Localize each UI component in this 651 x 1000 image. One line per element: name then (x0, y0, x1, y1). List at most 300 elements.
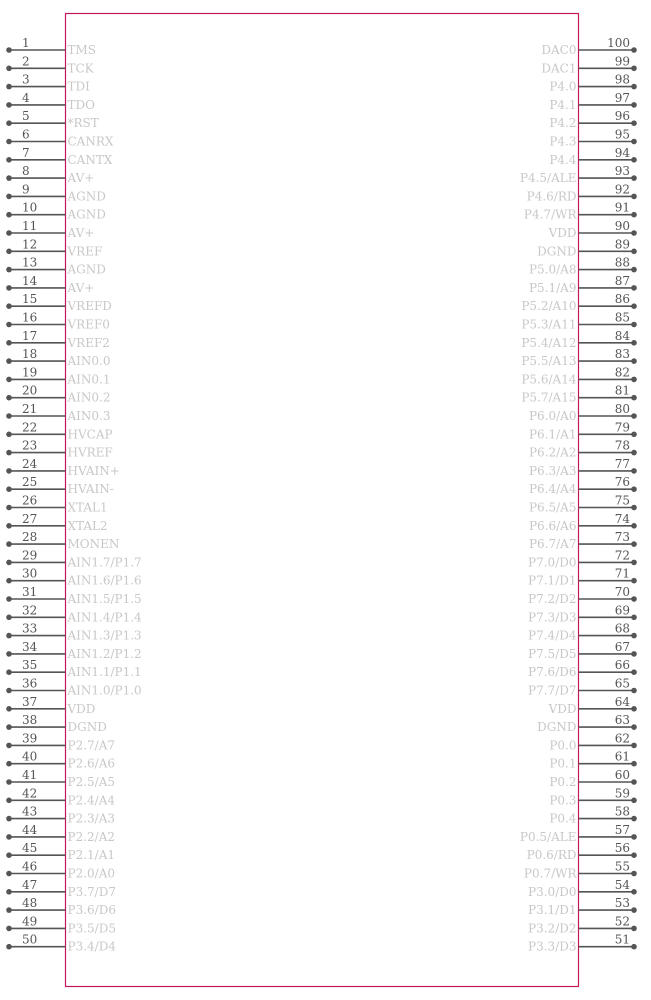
pin-terminal-dot (6, 560, 12, 566)
pin-number: 25 (22, 475, 38, 490)
pin-terminal-dot (6, 47, 12, 53)
pin-terminal-dot (6, 596, 12, 602)
pin-name: VREFD (67, 299, 112, 314)
pin-name: HVREF (67, 445, 113, 460)
pin-terminal-dot (6, 871, 12, 877)
pin-number: 89 (614, 237, 630, 252)
pin-number: 24 (22, 456, 38, 471)
pin-name: P6.4/A4 (528, 482, 577, 497)
pin-number: 21 (22, 402, 38, 416)
pin-terminal-dot (631, 66, 637, 72)
pin-name: DAC1 (541, 61, 577, 76)
pin-number: 76 (614, 475, 630, 490)
pin-name: VDD (67, 701, 96, 716)
pin-number: 16 (22, 310, 38, 325)
pin-8 (6, 164, 94, 185)
pin-number: 58 (614, 804, 630, 819)
pin-name: P4.4 (549, 152, 577, 167)
pin-number: 15 (22, 292, 38, 307)
pin-number: 5 (22, 109, 30, 124)
pin-name: P2.1/A1 (67, 848, 116, 863)
pin-terminal-dot (631, 907, 637, 913)
pin-number: 44 (22, 822, 38, 837)
pin-number: 53 (614, 896, 630, 911)
pin-number: 50 (22, 932, 38, 947)
pin-name: VREF (67, 244, 103, 259)
pin-number: 84 (614, 328, 630, 343)
pin-number: 79 (614, 420, 630, 435)
pin-name: P4.0 (549, 79, 577, 94)
pin-name: AV+ (67, 226, 95, 240)
pin-number: 31 (22, 585, 38, 599)
pin-name: HVCAP (67, 427, 113, 442)
pin-number: 38 (22, 713, 38, 728)
pin-name: P6.0/A0 (528, 409, 577, 423)
pin-name: AIN1.7/P1.7 (67, 555, 142, 570)
pin-number: 33 (22, 621, 38, 636)
pin-name: AIN0.3 (67, 409, 111, 423)
pin-number: 74 (614, 511, 630, 526)
pin-name: P7.1/D1 (528, 573, 577, 588)
pin-number: 65 (614, 676, 630, 691)
pin-name: P0.3 (549, 793, 577, 808)
pin-50 (6, 933, 116, 954)
pin-number: 27 (22, 511, 38, 526)
pin-11 (6, 219, 94, 240)
pin-number: 14 (22, 273, 38, 288)
pin-terminal-dot (631, 249, 637, 255)
pin-terminal-dot (6, 340, 12, 346)
pin-name: P6.5/A5 (528, 500, 577, 515)
pin-terminal-dot (631, 724, 637, 730)
pin-number: 51 (614, 932, 630, 947)
pin-number: 57 (614, 822, 630, 837)
pin-number: 94 (614, 145, 630, 160)
pin-number: 42 (22, 786, 38, 801)
pin-name: DGND (537, 720, 577, 735)
pin-name: P5.3/A11 (521, 317, 577, 332)
pin-terminal-dot (6, 468, 12, 474)
pin-number: 30 (22, 566, 38, 581)
pin-name: VDD (548, 226, 577, 240)
pin-terminal-dot (6, 724, 12, 730)
pin-terminal-dot (6, 669, 12, 675)
pin-name: XTAL1 (67, 500, 108, 515)
pin-terminal-dot (6, 450, 12, 456)
pin-number: 46 (22, 859, 38, 874)
pin-name: P5.6/A14 (521, 372, 577, 387)
pin-terminal-dot (631, 852, 637, 858)
pin-number: 88 (614, 255, 630, 270)
pin-terminal-dot (6, 852, 12, 858)
pin-name: VREF0 (67, 317, 110, 332)
pin-terminal-dot (6, 377, 12, 383)
pin-number: 29 (22, 548, 38, 563)
pin-terminal-dot (631, 340, 637, 346)
pin-number: 48 (22, 896, 38, 911)
pin-terminal-dot (6, 779, 12, 785)
pin-terminal-dot (631, 212, 637, 218)
pin-name: AV+ (67, 171, 95, 186)
pin-number: 22 (22, 420, 38, 435)
pin-terminal-dot (631, 541, 637, 547)
pin-terminal-dot (631, 432, 637, 438)
pin-terminal-dot (631, 688, 637, 694)
pin-terminal-dot (6, 761, 12, 767)
pin-number: 9 (22, 182, 30, 197)
pin-number: 85 (614, 310, 630, 325)
pin-terminal-dot (631, 669, 637, 675)
pin-terminal-dot (6, 322, 12, 328)
pin-number: 45 (22, 841, 38, 856)
pin-terminal-dot (6, 139, 12, 145)
pin-number: 71 (614, 566, 630, 581)
pin-name: P7.3/D3 (528, 610, 577, 625)
pin-name: P7.2/D2 (528, 592, 577, 606)
pin-number: 37 (22, 694, 38, 709)
pin-number: 78 (614, 438, 630, 453)
pin-name: P0.7/WR (523, 866, 577, 881)
pin-terminal-dot (6, 834, 12, 840)
pin-terminal-dot (631, 596, 637, 602)
pin-name: P3.0/D0 (528, 884, 577, 899)
pin-terminal-dot (6, 84, 12, 90)
pin-name: P0.1 (549, 756, 577, 771)
pin-terminal-dot (631, 120, 637, 126)
pin-name: P7.0/D0 (528, 555, 577, 570)
pin-number: 68 (614, 621, 630, 636)
pin-1 (6, 36, 96, 57)
pin-number: 6 (22, 127, 30, 142)
pin-name: DAC0 (541, 43, 577, 57)
pin-name: AIN1.1/P1.1 (67, 665, 142, 680)
pin-name: AIN1.2/P1.2 (67, 646, 142, 661)
pin-number: 13 (22, 255, 38, 270)
pin-name: XTAL2 (67, 518, 108, 533)
pin-name: P5.1/A9 (528, 280, 577, 295)
pin-name: P6.1/A1 (528, 427, 577, 442)
pin-terminal-dot (6, 230, 12, 236)
pin-terminal-dot (631, 395, 637, 401)
pin-number: 99 (614, 54, 630, 69)
pin-name: TMS (67, 43, 97, 57)
pin-terminal-dot (631, 743, 637, 749)
ic-body-outline (66, 14, 579, 987)
pin-number: 92 (614, 182, 630, 197)
left-pin-group (6, 36, 142, 954)
pin-terminal-dot (6, 633, 12, 639)
pin-number: 39 (22, 731, 38, 746)
pin-number: 28 (22, 530, 38, 545)
pin-number: 67 (614, 639, 630, 654)
pin-terminal-dot (631, 486, 637, 492)
pin-name: P6.2/A2 (528, 445, 577, 460)
pin-terminal-dot (6, 486, 12, 492)
pin-name: P3.3/D3 (528, 939, 577, 954)
pin-number: 69 (614, 603, 630, 618)
pin-name: P2.7/A7 (67, 738, 116, 753)
pin-terminal-dot (6, 66, 12, 72)
pin-number: 83 (614, 347, 630, 362)
pin-terminal-dot (6, 816, 12, 822)
pin-name: P4.7/WR (523, 207, 577, 222)
pin-number: 86 (614, 292, 630, 307)
pin-number: 66 (614, 658, 630, 673)
pin-terminal-dot (6, 120, 12, 126)
pin-name: AIN0.1 (67, 372, 111, 387)
pin-terminal-dot (631, 926, 637, 932)
pin-number: 91 (614, 200, 630, 215)
pin-name: AV+ (67, 280, 95, 295)
pin-number: 32 (22, 603, 38, 618)
pin-name: P5.4/A12 (521, 335, 577, 350)
pin-terminal-dot (6, 303, 12, 309)
pin-number: 12 (22, 237, 38, 252)
pin-terminal-dot (631, 523, 637, 529)
pin-number: 10 (22, 200, 38, 215)
pin-name: P6.6/A6 (528, 518, 577, 533)
pin-terminal-dot (6, 505, 12, 511)
pin-number: 17 (22, 328, 38, 343)
pin-name: P6.3/A3 (528, 463, 577, 478)
pin-name: P2.6/A6 (67, 756, 116, 771)
pin-number: 93 (614, 164, 630, 179)
pin-terminal-dot (631, 358, 637, 364)
pin-name: P2.0/A0 (67, 866, 116, 881)
pin-terminal-dot (631, 889, 637, 895)
pin-name: *RST (67, 116, 99, 131)
pin-number: 54 (614, 877, 630, 892)
pin-number: 100 (607, 36, 630, 50)
pin-terminal-dot (6, 413, 12, 419)
pin-number: 8 (22, 164, 30, 179)
pin-terminal-dot (6, 578, 12, 584)
pin-terminal-dot (631, 615, 637, 621)
pin-terminal-dot (6, 615, 12, 621)
pin-number: 19 (22, 365, 38, 380)
pin-number: 82 (614, 365, 630, 380)
pin-name: P5.0/A8 (528, 262, 577, 277)
pin-name: P3.4/D4 (67, 939, 116, 954)
pin-terminal-dot (6, 175, 12, 181)
pin-number: 26 (22, 493, 38, 508)
pin-14 (6, 274, 94, 295)
pin-terminal-dot (631, 84, 637, 90)
pin-number: 49 (22, 914, 38, 929)
pin-terminal-dot (631, 779, 637, 785)
pin-name: AIN0.2 (67, 390, 111, 405)
pin-name: AIN1.5/P1.5 (67, 592, 142, 606)
pin-name: P0.6/RD (526, 848, 577, 863)
pin-5 (6, 109, 99, 130)
pin-number: 47 (22, 877, 38, 892)
pin-number: 43 (22, 804, 38, 819)
pin-name: P3.6/D6 (67, 903, 116, 918)
pin-terminal-dot (631, 285, 637, 291)
pin-terminal-dot (6, 541, 12, 547)
pin-terminal-dot (631, 633, 637, 639)
pin-terminal-dot (631, 194, 637, 200)
pin-name: P3.1/D1 (528, 903, 577, 918)
pin-terminal-dot (631, 816, 637, 822)
pin-name: MONEN (67, 537, 120, 552)
pin-number: 73 (614, 530, 630, 545)
pin-number: 77 (614, 456, 630, 471)
pin-name: P7.4/D4 (528, 628, 577, 643)
pin-name: CANRX (67, 134, 114, 149)
pin-number: 87 (614, 273, 630, 288)
pin-name: P2.5/A5 (67, 775, 116, 789)
pin-name: VDD (548, 701, 577, 716)
pin-terminal-dot (631, 175, 637, 181)
pin-number: 95 (614, 127, 630, 142)
pin-name: P3.2/D2 (528, 921, 577, 936)
pin-number: 40 (22, 749, 38, 764)
pin-terminal-dot (631, 944, 637, 950)
pin-terminal-dot (631, 267, 637, 273)
pin-terminal-dot (631, 871, 637, 877)
pin-terminal-dot (6, 798, 12, 804)
pin-terminal-dot (631, 651, 637, 657)
pin-number: 64 (614, 694, 630, 709)
pin-name: P0.0 (549, 738, 577, 753)
pin-terminal-dot (631, 798, 637, 804)
pin-37 (6, 695, 95, 716)
pin-number: 11 (22, 219, 38, 233)
pin-name: P3.5/D5 (67, 921, 116, 936)
pin-name: P2.2/A2 (67, 829, 116, 844)
pin-terminal-dot (631, 413, 637, 419)
pin-terminal-dot (6, 688, 12, 694)
pin-terminal-dot (631, 322, 637, 328)
pin-number: 98 (614, 72, 630, 87)
pin-number: 23 (22, 438, 38, 453)
pin-number: 96 (614, 109, 630, 124)
pin-number: 97 (614, 90, 630, 105)
pin-name: P0.5/ALE (519, 829, 577, 844)
pin-terminal-dot (631, 157, 637, 163)
pin-number: 61 (614, 749, 630, 764)
pin-terminal-dot (6, 358, 12, 364)
pin-4 (6, 91, 95, 112)
pin-3 (6, 73, 90, 94)
pin-terminal-dot (6, 706, 12, 712)
pin-name: P4.2 (549, 116, 577, 131)
pin-name: P5.7/A15 (521, 390, 577, 405)
pin-number: 35 (22, 658, 38, 673)
pin-number: 70 (614, 585, 630, 599)
pin-name: P2.3/A3 (67, 811, 116, 826)
pin-name: P2.4/A4 (67, 793, 116, 808)
pin-terminal-dot (6, 249, 12, 255)
pin-number: 63 (614, 713, 630, 728)
pin-number: 2 (22, 54, 30, 69)
pin-terminal-dot (6, 907, 12, 913)
pin-terminal-dot (6, 743, 12, 749)
pin-terminal-dot (6, 102, 12, 108)
pin-terminal-dot (6, 432, 12, 438)
pin-number: 62 (614, 731, 630, 746)
pin-name: TDO (67, 97, 95, 112)
pin-number: 1 (22, 36, 30, 50)
pin-terminal-dot (631, 139, 637, 145)
pin-name: TCK (67, 61, 94, 76)
pin-name: P0.2 (549, 775, 577, 789)
pin-name: P4.6/RD (526, 189, 577, 204)
pin-number: 52 (614, 914, 630, 929)
pin-name: P7.6/D6 (528, 665, 577, 680)
pin-number: 59 (614, 786, 630, 801)
pin-terminal-dot (631, 303, 637, 309)
pin-name: P5.2/A10 (521, 299, 577, 314)
pin-terminal-dot (631, 377, 637, 383)
pin-terminal-dot (631, 761, 637, 767)
pin-terminal-dot (6, 157, 12, 163)
pin-name: P4.1 (549, 97, 577, 112)
pin-number: 20 (22, 383, 38, 398)
pin-name: AIN1.0/P1.0 (67, 683, 142, 698)
pin-name: P0.4 (549, 811, 577, 826)
pin-number: 81 (614, 383, 630, 398)
pin-name: P7.7/D7 (528, 683, 577, 698)
pin-number: 72 (614, 548, 630, 563)
pin-number: 60 (614, 768, 630, 782)
pin-terminal-dot (631, 102, 637, 108)
pin-51 (528, 933, 637, 954)
pin-terminal-dot (631, 578, 637, 584)
pin-name: AIN1.4/P1.4 (67, 610, 142, 625)
pin-name: P4.5/ALE (519, 171, 577, 186)
pin-terminal-dot (6, 944, 12, 950)
pin-name: AGND (67, 262, 106, 277)
pin-name: P6.7/A7 (528, 537, 577, 552)
pin-number: 55 (614, 859, 630, 874)
pin-terminal-dot (631, 450, 637, 456)
pin-terminal-dot (631, 706, 637, 712)
pin-terminal-dot (631, 468, 637, 474)
pin-name: HVAIN+ (67, 463, 120, 478)
pin-terminal-dot (631, 47, 637, 53)
pin-name: AIN1.3/P1.3 (67, 628, 142, 643)
pin-name: P7.5/D5 (528, 646, 577, 661)
pin-terminal-dot (6, 212, 12, 218)
pin-number: 90 (614, 219, 630, 233)
pin-name: AIN0.0 (67, 354, 111, 369)
pin-name: DGND (537, 244, 577, 259)
pin-number: 56 (614, 841, 630, 856)
pin-12 (6, 237, 102, 258)
pin-number: 75 (614, 493, 630, 508)
pin-number: 7 (22, 145, 30, 160)
pin-terminal-dot (631, 505, 637, 511)
pin-terminal-dot (631, 230, 637, 236)
pin-name: P5.5/A13 (521, 354, 577, 369)
pin-terminal-dot (6, 889, 12, 895)
pin-number: 18 (22, 347, 38, 362)
pin-terminal-dot (6, 395, 12, 401)
pin-name: P4.3 (549, 134, 577, 149)
pin-number: 80 (614, 402, 630, 416)
pin-terminal-dot (6, 194, 12, 200)
pin-terminal-dot (631, 834, 637, 840)
pin-terminal-dot (6, 926, 12, 932)
pin-2 (6, 54, 94, 75)
pin-name: AIN1.6/P1.6 (67, 573, 142, 588)
pin-name: AGND (67, 189, 106, 204)
pin-number: 36 (22, 676, 38, 691)
pin-terminal-dot (6, 267, 12, 273)
pin-number: 41 (22, 768, 38, 782)
